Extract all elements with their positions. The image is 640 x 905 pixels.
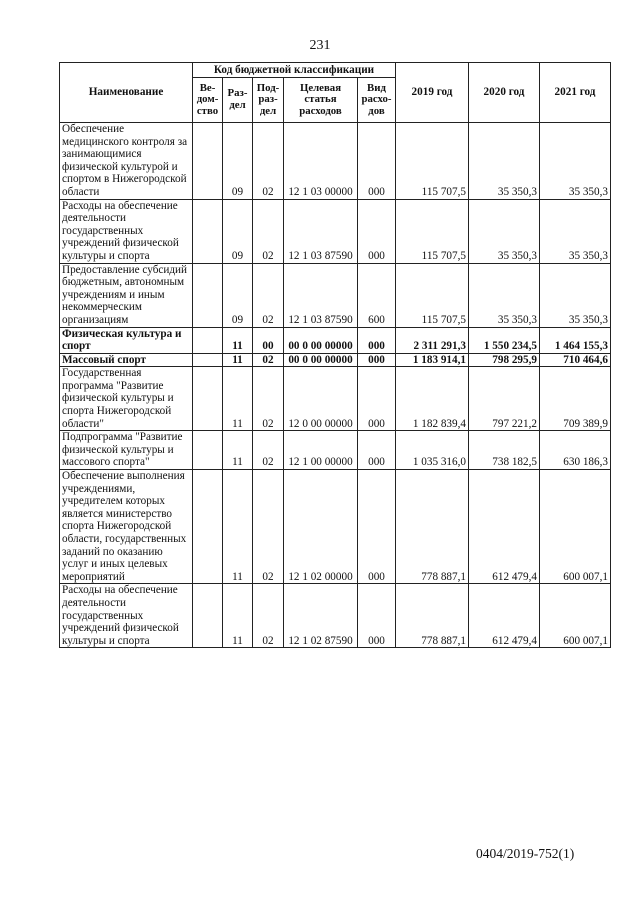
- cell-y2021: 35 350,3: [540, 199, 611, 263]
- cell-vid: 000: [358, 431, 396, 470]
- cell-y2020: 797 221,2: [469, 367, 540, 431]
- cell-podrazdel: 02: [253, 431, 284, 470]
- cell-podrazdel: 02: [253, 123, 284, 200]
- cell-vid: 000: [358, 584, 396, 648]
- cell-ved: [193, 367, 223, 431]
- cell-y2019: 778 887,1: [396, 470, 469, 584]
- cell-ved: [193, 431, 223, 470]
- cell-y2019: 778 887,1: [396, 584, 469, 648]
- cell-name: Подпрограмма "Развитие физической культуры и массового спорта": [60, 431, 193, 470]
- cell-podrazdel: 02: [253, 199, 284, 263]
- cell-podrazdel: 02: [253, 584, 284, 648]
- cell-target: 12 1 03 87590: [284, 263, 358, 327]
- cell-vid: 000: [358, 367, 396, 431]
- table-row: [60, 367, 611, 431]
- cell-y2019: 2 311 291,3: [396, 327, 469, 353]
- cell-razdel: 11: [223, 367, 253, 431]
- cell-ved: [193, 199, 223, 263]
- cell-podrazdel: 02: [253, 367, 284, 431]
- cell-y2020: 1 550 234,5: [469, 327, 540, 353]
- cell-y2020: 612 479,4: [469, 584, 540, 648]
- cell-name: Физическая культура и спорт: [60, 327, 193, 353]
- table-row: [60, 353, 611, 367]
- cell-y2021: 709 389,9: [540, 367, 611, 431]
- cell-y2020: 612 479,4: [469, 470, 540, 584]
- cell-razdel: 11: [223, 327, 253, 353]
- header-2020: 2020 год: [469, 63, 540, 123]
- cell-vid: 000: [358, 470, 396, 584]
- cell-y2019: 115 707,5: [396, 123, 469, 200]
- cell-target: 12 1 02 00000: [284, 470, 358, 584]
- cell-y2020: 798 295,9: [469, 353, 540, 367]
- cell-y2019: 1 035 316,0: [396, 431, 469, 470]
- cell-y2021: 1 464 155,3: [540, 327, 611, 353]
- cell-vid: 600: [358, 263, 396, 327]
- cell-y2020: 35 350,3: [469, 199, 540, 263]
- cell-y2020: 35 350,3: [469, 123, 540, 200]
- cell-ved: [193, 470, 223, 584]
- cell-razdel: 11: [223, 431, 253, 470]
- cell-target: 12 1 03 00000: [284, 123, 358, 200]
- header-code-group: Код бюджетной классификации: [193, 63, 396, 78]
- document-code: 0404/2019-752(1): [476, 846, 575, 861]
- header-2019: 2019 год: [396, 63, 469, 123]
- cell-ved: [193, 123, 223, 200]
- cell-y2019: 1 183 914,1: [396, 353, 469, 367]
- table-row: [60, 431, 611, 470]
- cell-razdel: 09: [223, 199, 253, 263]
- cell-name: Государственная программа "Развитие физической культуры и спорта Нижегородской области": [60, 367, 193, 431]
- cell-y2021: 35 350,3: [540, 123, 611, 200]
- cell-target: 12 1 00 00000: [284, 431, 358, 470]
- header-name: Наименование: [60, 63, 193, 123]
- page-number: 231: [309, 38, 331, 53]
- table-row: [60, 123, 611, 200]
- cell-ved: [193, 584, 223, 648]
- cell-name: Обеспечение выполнения учреждениями, учредителем которых является министерство спорта Нижегородской области, государственных заданий по оказанию услуг и иных целевых мероприятий: [60, 470, 193, 584]
- cell-razdel: 09: [223, 263, 253, 327]
- cell-y2019: 115 707,5: [396, 263, 469, 327]
- cell-ved: [193, 327, 223, 353]
- header-2021: 2021 год: [540, 63, 611, 123]
- table-row: [60, 263, 611, 327]
- cell-y2019: 115 707,5: [396, 199, 469, 263]
- header-vedomstvo: Ве- дом- ство: [193, 78, 223, 123]
- cell-target: 12 1 03 87590: [284, 199, 358, 263]
- cell-target: 12 1 02 87590: [284, 584, 358, 648]
- cell-razdel: 11: [223, 353, 253, 367]
- cell-y2021: 710 464,6: [540, 353, 611, 367]
- cell-podrazdel: 02: [253, 470, 284, 584]
- header-vid: Вид расхо- дов: [358, 78, 396, 123]
- cell-name: Обеспечение медицинского контроля за занимающимися физической культурой и спортом в Нижегородской области: [60, 123, 193, 200]
- table-row: [60, 199, 611, 263]
- budget-table: [59, 62, 611, 648]
- cell-y2021: 600 007,1: [540, 584, 611, 648]
- cell-ved: [193, 353, 223, 367]
- header-podrazdel: Под- раз- дел: [253, 78, 284, 123]
- cell-target: 00 0 00 00000: [284, 353, 358, 367]
- table-row: [60, 470, 611, 584]
- cell-target: 00 0 00 00000: [284, 327, 358, 353]
- cell-ved: [193, 263, 223, 327]
- cell-target: 12 0 00 00000: [284, 367, 358, 431]
- cell-y2021: 35 350,3: [540, 263, 611, 327]
- cell-name: Расходы на обеспечение деятельности государственных учреждений физической культуры и спорта: [60, 199, 193, 263]
- cell-y2020: 738 182,5: [469, 431, 540, 470]
- cell-y2021: 630 186,3: [540, 431, 611, 470]
- cell-name: Предоставление субсидий бюджетным, автономным учреждениям и иным некоммерческим организациям: [60, 263, 193, 327]
- cell-podrazdel: 02: [253, 353, 284, 367]
- cell-razdel: 11: [223, 584, 253, 648]
- cell-vid: 000: [358, 327, 396, 353]
- cell-vid: 000: [358, 123, 396, 200]
- cell-vid: 000: [358, 199, 396, 263]
- cell-vid: 000: [358, 353, 396, 367]
- cell-y2020: 35 350,3: [469, 263, 540, 327]
- cell-y2019: 1 182 839,4: [396, 367, 469, 431]
- header-target: Целевая статья расходов: [284, 78, 358, 123]
- cell-name: Массовый спорт: [60, 353, 193, 367]
- table-row: [60, 584, 611, 648]
- cell-razdel: 09: [223, 123, 253, 200]
- header-razdel: Раз- дел: [223, 78, 253, 123]
- cell-podrazdel: 00: [253, 327, 284, 353]
- cell-y2021: 600 007,1: [540, 470, 611, 584]
- cell-name: Расходы на обеспечение деятельности государственных учреждений физической культуры и спорта: [60, 584, 193, 648]
- cell-podrazdel: 02: [253, 263, 284, 327]
- table-row: [60, 327, 611, 353]
- cell-razdel: 11: [223, 470, 253, 584]
